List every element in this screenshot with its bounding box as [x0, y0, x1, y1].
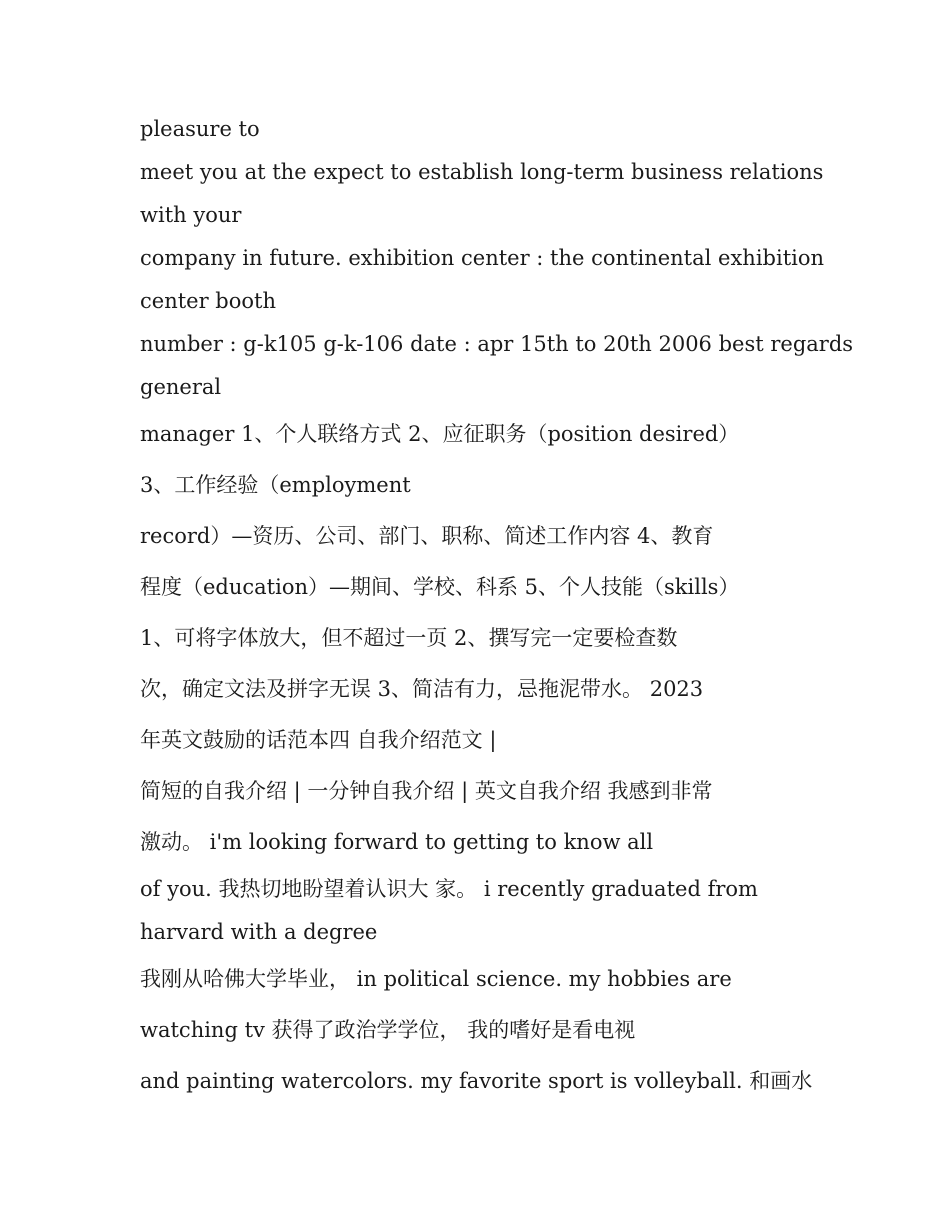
text-line: 3、工作经验（employment — [140, 473, 411, 497]
text-line: 1、可将字体放大，但不超过一页 2、撰写完一定要检查数 — [140, 626, 678, 650]
text-line: 激动。 i'm looking forward to getting to know all — [140, 830, 654, 854]
text-line: general — [140, 375, 222, 399]
text-line: pleasure to — [140, 117, 260, 141]
text-line: 我刚从哈佛大学毕业， in political science. my hobbies are — [140, 967, 732, 991]
document-body — [140, 108, 854, 1107]
text-line: center booth — [140, 289, 276, 313]
text-line: meet you at the expect to establish long-term business relations — [140, 160, 824, 184]
text-line: and painting watercolors. my favorite sport is volleyball. 和画水 — [140, 1069, 813, 1093]
text-line: manager 1、个人联络方式 2、应征职务（position desired） — [140, 422, 740, 446]
text-line: with your — [140, 203, 242, 227]
text-line: record）—资历、公司、部门、职称、简述工作内容 4、教育 — [140, 524, 714, 548]
text-line: of you. 我热切地盼望着认识大 家。 i recently graduated from — [140, 877, 758, 901]
text-line: harvard with a degree — [140, 920, 378, 944]
text-line: 次，确定文法及拼字无误 3、简洁有力，忌拖泥带水。 2023 — [140, 677, 704, 701]
text-line: 程度（education）—期间、学校、科系 5、个人技能（skills） — [140, 575, 740, 599]
text-line: watching tv 获得了政治学学位， 我的嗜好是看电视 — [140, 1018, 636, 1042]
text-line: company in future. exhibition center : the continental exhibition — [140, 246, 825, 270]
text-line: 简短的自我介绍 | 一分钟自我介绍 | 英文自我介绍 我感到非常 — [140, 779, 713, 803]
text-line: 年英文鼓励的话范本四 自我介绍范文 | — [140, 728, 497, 752]
text-line: number : g-k105 g-k-106 date : apr 15th to 20th 2006 best regards — [140, 332, 854, 356]
